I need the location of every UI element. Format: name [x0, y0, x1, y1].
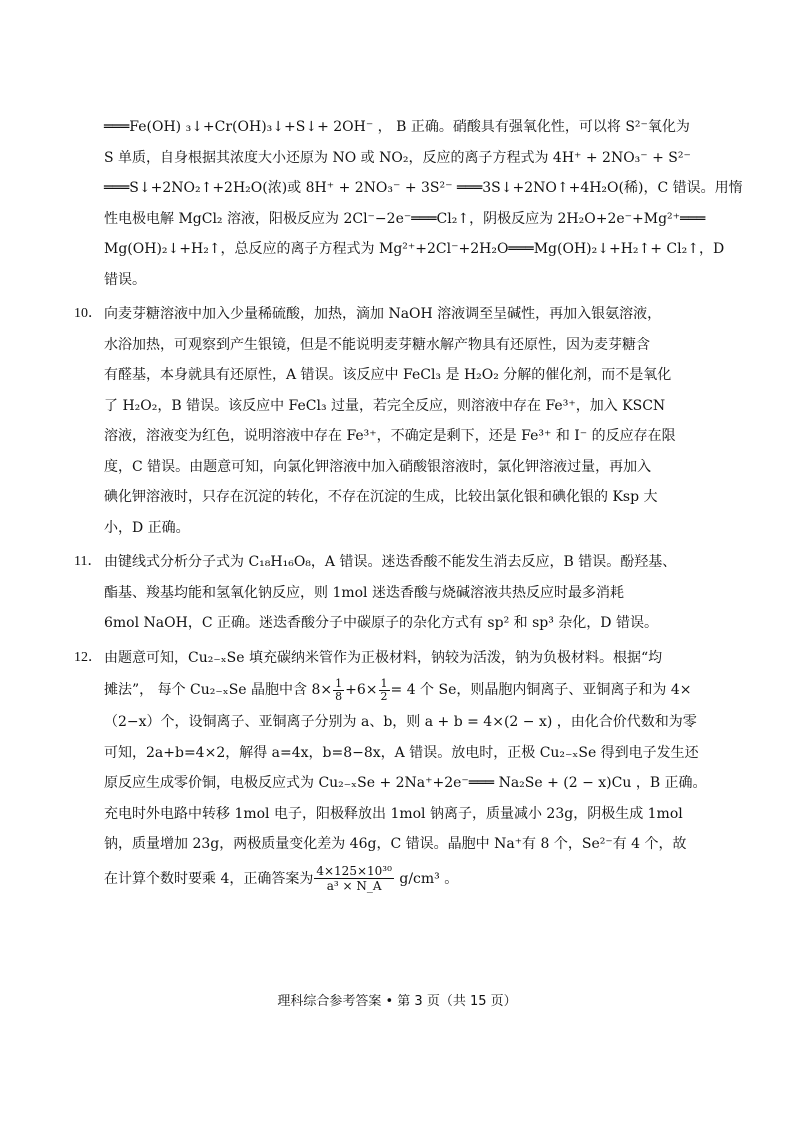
question-number: 11． — [74, 554, 102, 569]
text-line: 由键线式分析分子式为 C₁₈H₁₆O₈，A 错误。迷迭香酸不能发生消去反应，B 错误。酚羟基、 — [104, 554, 677, 570]
text-line: 碘化钾溶液时，只存在沉淀的转化，不存在沉淀的生成，比较出氯化银和碘化银的 Ksp 大 — [104, 489, 658, 505]
fraction-one-half — [379, 678, 390, 703]
numerator: 1 — [380, 676, 388, 690]
text-line: 钠，质量增加 23g，两极质量变化差为 46g，C 错误。晶胞中 Na⁺有 8 个，Se²⁻有 4 个，故 — [104, 836, 687, 852]
text-line: 酯基、羧基均能和氢氧化钠反应，则 1mol 迷迭香酸与烧碱溶液共热反应时最多消耗 — [104, 584, 624, 601]
text-line: 溶液，溶液变为红色，说明溶液中存在 Fe³⁺，不确定是剩下，还是 Fe³⁺ 和 I⁻ 的反应存在限 — [104, 428, 676, 444]
text-line: 6mol NaOH，C 正确。迷迭香酸分子中碳原子的杂化方式有 sp² 和 sp³ 杂化，D 错误。 — [104, 615, 658, 631]
answer-formula-line — [104, 860, 690, 898]
numerator: 4×125×10³⁰ — [316, 864, 392, 878]
text-line: 有醛基，本身就具有还原性，A 错误。该反应中 FeCl₃ 是 H₂O₂ 分解的催化剂，而不是氧化 — [104, 367, 672, 383]
text-line: S 单质，自身根据其浓度大小还原为 NO 或 NO₂，反应的离子方程式为 4H⁺ + 2NO₃⁻ + S²⁻ — [104, 149, 691, 166]
text-line: ═══Fe(OH) ₃↓+Cr(OH)₃↓+S↓+ 2OH⁻ ， B 正确。硝酸具有强氧化性，可以将 S²⁻氧化为 — [104, 119, 690, 135]
answer-content — [74, 112, 743, 898]
text-line: （2−x）个，设铜离子、亚铜离子分别为 a、b，则 a + b = 4×(2 − x) ，由化合价代数和为零 — [104, 714, 697, 730]
text-line: 充电时外电路中转移 1mol 电子，阳极释放出 1mol 钠离子，质量减小 23g，阴极生成 1mol — [104, 805, 683, 822]
denominator: a³ × N_A — [326, 879, 382, 893]
denominator: 2 — [380, 689, 388, 703]
text-fragment: 在计算个数时要乘 4，正确答案为 — [104, 870, 314, 887]
text-line: 水浴加热，可观察到产生银镜，但是不能说明麦芽糖水解产物具有还原性，因为麦芽糖含 — [104, 336, 650, 353]
text-fragment: = 4 个 Se，则晶胞内铜离子、亚铜离子和为 4× — [390, 682, 692, 698]
text-line: 性电极电解 MgCl₂ 溶液，阳极反应为 2Cl⁻−2e⁻═══Cl₂↑，阴极反应为 2H₂O+2e⁻+Mg²⁺═══ — [104, 210, 706, 227]
text-line: 度，C 错误。由题意可知，向氯化钾溶液中加入硝酸银溶液时，氯化钾溶液过量，再加入 — [104, 458, 652, 475]
question-10-answer — [74, 299, 690, 543]
numerator: 1 — [335, 676, 343, 690]
text-line: 由题意可知，Cu₂₋ₓSe 填充碳纳米管作为正极材料，钠较为活泼，钠为负极材料。根据“均 — [104, 649, 663, 666]
text-line: 小，D 正确。 — [104, 519, 190, 536]
question-12-answer — [74, 643, 707, 898]
text-line-with-fractions — [104, 673, 690, 707]
text-fragment: 摊法”， 每个 Cu₂₋ₓSe 晶胞中含 8× — [104, 682, 333, 698]
question-11-answer — [74, 547, 690, 639]
text-line: 向麦芽糖溶液中加入少量稀硫酸，加热，滴加 NaOH 溶液调至呈碱性，再加入银氨溶液， — [104, 306, 662, 322]
question-number: 12． — [74, 649, 102, 665]
fraction-one-eighth — [333, 678, 344, 703]
text-fragment: +6× — [345, 682, 378, 698]
page-footer: 理科综合参考答案 • 第 3 页（共 15 页） — [277, 994, 517, 1009]
text-line: 可知，2a+b=4×2，解得 a=4x，b=8−8x，A 错误。放电时，正极 Cu₂₋ₓSe 得到电子发生还 — [104, 744, 699, 761]
unit-text: g/cm³ 。 — [399, 870, 459, 887]
text-line: 了 H₂O₂，B 错误。该反应中 FeCl₃ 过量，若完全反应，则溶液中存在 Fe³⁺，加入 KSCN — [104, 397, 666, 414]
text-line: 错误。 — [104, 271, 146, 288]
density-formula — [314, 864, 394, 893]
denominator: 8 — [335, 689, 343, 703]
text-line: 原反应生成零价铜，电极反应式为 Cu₂₋ₓSe + 2Na⁺+2e⁻═══ Na₂Se + (2 − x)Cu ，B 正确。 — [104, 775, 707, 791]
text-line: Mg(OH)₂↓+H₂↑，总反应的离子方程式为 Mg²⁺+2Cl⁻+2H₂O═══Mg(OH)₂↓+H₂↑+ Cl₂↑，D — [104, 241, 725, 257]
question-number: 10． — [74, 306, 102, 321]
continued-explanation — [104, 112, 743, 295]
text-line: ═══S↓+2NO₂↑+2H₂O(浓)或 8H⁺ + 2NO₃⁻ + 3S²⁻ ═══3S↓+2NO↑+4H₂O(稀)，C 错误。用惰 — [104, 180, 743, 196]
